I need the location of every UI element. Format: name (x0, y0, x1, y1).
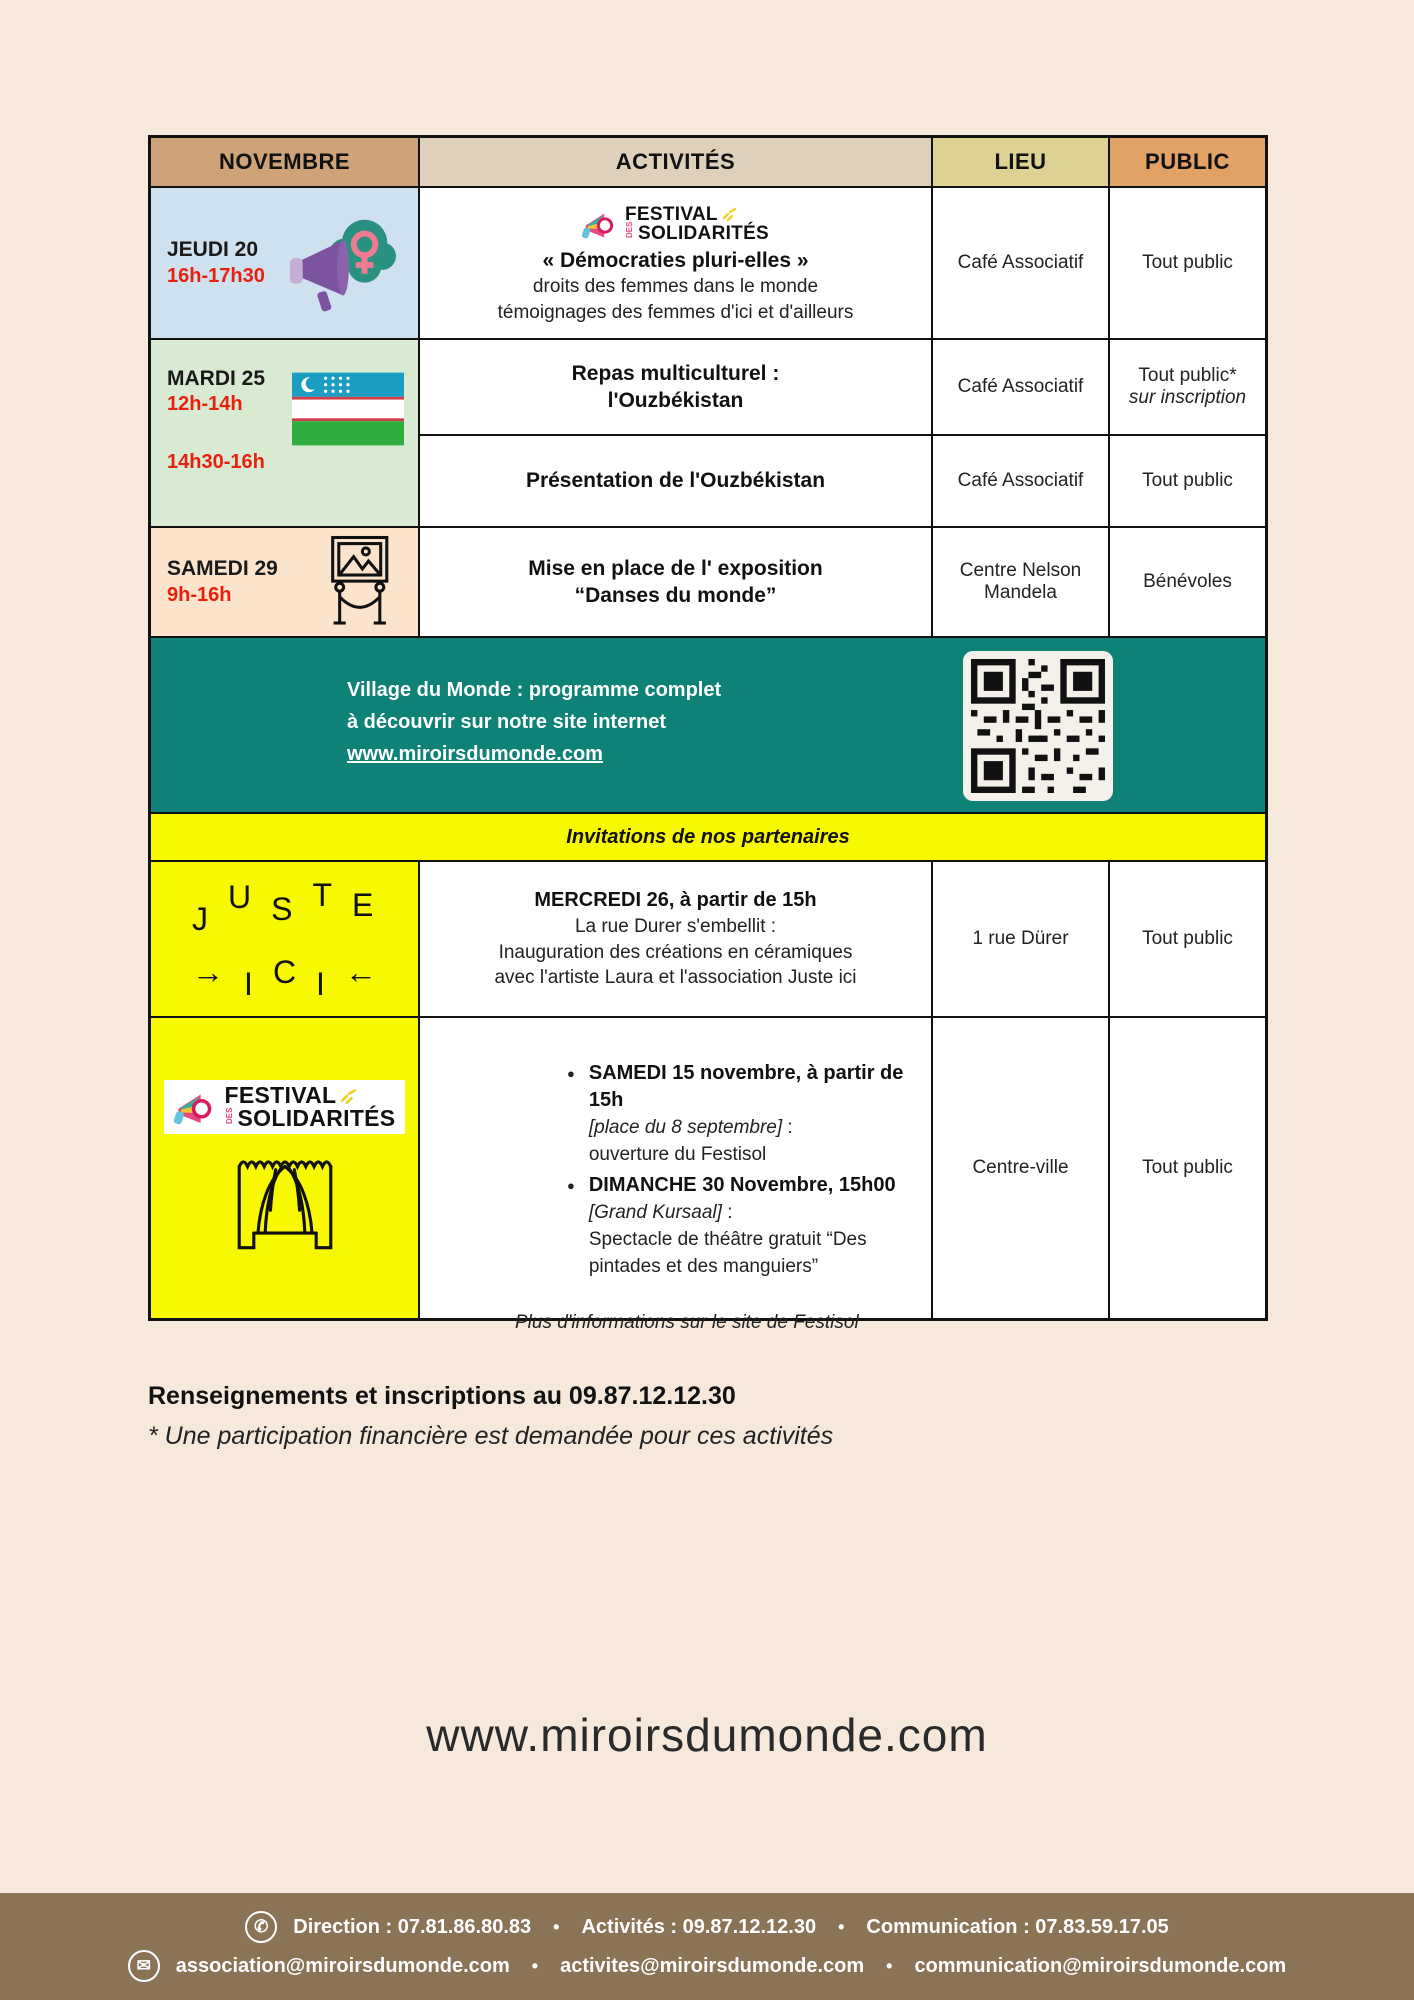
lieu-value: Centre Nelson (959, 560, 1082, 581)
location-bracket: [place du 8 septembre] (588, 1117, 783, 1138)
event-desc: Spectacle de théâtre gratuit “Des (588, 1229, 867, 1250)
event-location (589, 1199, 896, 1226)
festival-logo-text (625, 205, 769, 243)
festival-solidarites-logo (164, 1080, 406, 1134)
juste-ici-logo (192, 877, 377, 1002)
theater-curtain-icon (233, 1152, 337, 1256)
activity-title: Mise en place de l' exposition (528, 556, 823, 580)
exhibition-frame-icon (310, 534, 406, 630)
day-label: MARDI 25 (167, 367, 266, 390)
activity-desc: droits des femmes dans le monde (532, 276, 819, 297)
column-header-novembre (151, 138, 420, 188)
date-cell-samedi-29 (151, 528, 420, 638)
program-table (148, 135, 1268, 1333)
festisol-event-list (567, 1060, 915, 1280)
time-label: 12h-14h (167, 393, 243, 416)
festival-megaphone-icon (174, 1087, 222, 1127)
lieu-cell (933, 188, 1110, 340)
uzbekistan-flag-icon (292, 372, 404, 446)
logo-letter: I (244, 966, 253, 1002)
public-cell (1110, 862, 1265, 1018)
envelope-icon: ✉ (128, 1950, 160, 1982)
festival-megaphone-icon (582, 207, 622, 241)
activity-desc: Inauguration des créations en céramiques (498, 941, 853, 963)
event-text (589, 1060, 915, 1168)
activity-title: Présentation de l'Ouzbékistan (525, 469, 826, 493)
activity-title: MERCREDI 26, à partir de 15h (534, 889, 817, 912)
public-cell (1110, 188, 1265, 340)
event-text (589, 1172, 896, 1280)
lieu-value: 1 rue Dürer (972, 928, 1069, 949)
public-value: Tout public (1142, 1157, 1233, 1178)
email-communication: communication@miroirsdumonde.com (914, 1954, 1287, 1977)
solidarites-word: SOLIDARITÉS (237, 1105, 396, 1131)
registration-info: Renseignements et inscriptions au 09.87.12.12.30 (148, 1382, 736, 1410)
arrow-right-icon: → (192, 954, 225, 990)
banner-text (347, 674, 721, 770)
public-cell (1110, 340, 1265, 436)
website-url: www.miroirsdumonde.com (426, 1709, 988, 1761)
lieu-cell (933, 340, 1110, 436)
lieu-cell (933, 436, 1110, 528)
partners-band-label: Invitations de nos partenaires (566, 825, 850, 848)
qr-code (963, 651, 1113, 801)
event-title: SAMEDI 15 novembre, à partir de 15h (588, 1062, 904, 1111)
date-cell-mardi-25 (151, 340, 420, 528)
time-label: 9h-16h (167, 583, 232, 606)
header-label: NOVEMBRE (218, 149, 351, 174)
header-label: LIEU (994, 149, 1047, 174)
colon: : (721, 1202, 733, 1223)
email-line (0, 1950, 1414, 1982)
date-text (167, 237, 265, 288)
activity-title: Repas multiculturel : (571, 361, 780, 385)
juste-letters-row (192, 877, 377, 937)
day-label: SAMEDI 29 (167, 557, 278, 581)
activity-cell-festisol (420, 1018, 933, 1333)
email-association: association@miroirsdumonde.com (175, 1954, 510, 1977)
list-item (567, 1172, 915, 1280)
lieu-cell (933, 862, 1110, 1018)
public-cell (1110, 528, 1265, 638)
logo-letter: U (228, 879, 252, 915)
header-label: ACTIVITÉS (615, 149, 736, 174)
logo-letter: J (192, 901, 209, 937)
bullet-icon: ● (567, 1066, 575, 1081)
contact-footer (0, 1893, 1414, 2000)
event-desc: ouverture du Festisol (588, 1144, 767, 1165)
megaphone-women-rights-icon (278, 209, 406, 317)
logo-letter: I (316, 966, 325, 1002)
contact-direction: Direction : 07.81.86.80.83 (293, 1915, 532, 1938)
bullet-icon: ● (567, 1178, 575, 1193)
public-value: Tout public (1142, 252, 1233, 273)
list-item (567, 1060, 915, 1168)
contact-communication: Communication : 07.83.59.17.05 (866, 1915, 1169, 1938)
public-value: Tout public* (1138, 365, 1237, 386)
lieu-value: Café Associatif (957, 376, 1084, 397)
des-word: DES (224, 1107, 234, 1124)
festival-logo-text (225, 1084, 396, 1130)
public-value: Tout public (1142, 470, 1233, 491)
activity-desc: avec l'artiste Laura et l'association Juste ici (494, 967, 857, 989)
lieu-cell (933, 1018, 1110, 1318)
ici-letters-row (192, 954, 377, 1002)
des-word: DES (624, 221, 634, 239)
email-activites: activites@miroirsdumonde.com (560, 1954, 865, 1977)
contact-activites: Activités : 09.87.12.12.30 (581, 1915, 817, 1938)
event-location (589, 1114, 915, 1141)
time-label: 16h-17h30 (167, 264, 265, 287)
logo-letter: E (352, 887, 374, 923)
date-text (167, 366, 265, 417)
arrow-left-icon: ← (344, 954, 377, 990)
activity-cell-democraties (420, 188, 933, 340)
juste-ici-logo-cell (151, 862, 420, 1018)
column-header-activites (420, 138, 933, 188)
festival-word: FESTIVAL (624, 203, 718, 225)
phone-line (0, 1911, 1414, 1943)
header-label: PUBLIC (1145, 149, 1230, 174)
public-cell (1110, 436, 1265, 528)
festival-solidarites-logo (572, 201, 779, 247)
activity-cell-repas (420, 340, 933, 436)
festisol-note: Plus d'informations sur le site de Festisol (515, 1312, 859, 1333)
activity-cell-juste-ici (420, 862, 933, 1018)
date-cell-jeudi-20 (151, 188, 420, 340)
website-link[interactable]: www.miroirsdumonde.com (347, 743, 603, 765)
activity-desc: La rue Durer s'embellit : (574, 916, 777, 938)
banner-line: à découvrir sur notre site internet (347, 711, 666, 733)
logo-letter: T (312, 877, 333, 913)
column-header-lieu (933, 138, 1110, 188)
partners-band (151, 814, 1265, 862)
separator-dot: • (531, 1955, 539, 1976)
event-title: DIMANCHE 30 Novembre, 15h00 (588, 1174, 896, 1196)
public-value: Tout public (1142, 928, 1233, 949)
separator-dot: • (886, 1955, 893, 1976)
solidarites-word: SOLIDARITÉS (637, 222, 770, 244)
phone-icon: ✆ (245, 1911, 277, 1943)
colon: : (782, 1117, 793, 1138)
separator-dot: • (838, 1916, 845, 1937)
logo-letter: S (271, 891, 293, 927)
public-note: sur inscription (1128, 387, 1247, 408)
lieu-value: Café Associatif (957, 252, 1084, 273)
banner-line: Village du Monde : programme complet (347, 679, 722, 701)
lieu-cell (933, 528, 1110, 638)
festisol-logo-cell (151, 1018, 420, 1318)
logo-letter: C (272, 954, 297, 990)
public-value: Bénévoles (1143, 571, 1232, 592)
activity-title: “Danses du monde” (574, 584, 777, 607)
separator-dot: • (553, 1916, 560, 1937)
activity-title: « Démocraties pluri-elles » (542, 248, 809, 272)
day-label: JEUDI 20 (167, 238, 259, 262)
sparkle-icon (721, 207, 737, 221)
sparkle-icon (339, 1088, 357, 1104)
activity-title: l'Ouzbékistan (607, 389, 744, 412)
lieu-value: Mandela (984, 582, 1057, 603)
fee-note: * Une participation financière est demandée pour ces activités (148, 1422, 834, 1450)
column-header-public (1110, 138, 1265, 188)
event-desc: pintades et des manguiers” (588, 1256, 819, 1277)
lieu-value: Café Associatif (957, 470, 1084, 491)
lieu-value: Centre-ville (972, 1157, 1069, 1178)
time-label-2: 14h30-16h (167, 451, 265, 473)
festival-word: FESTIVAL (224, 1082, 337, 1108)
activity-cell-exposition (420, 528, 933, 638)
public-cell (1110, 1018, 1265, 1318)
village-du-monde-banner (151, 638, 1265, 814)
activity-cell-presentation (420, 436, 933, 528)
date-text (167, 556, 278, 607)
activity-desc: témoignages des femmes d'ici et d'ailleurs (497, 301, 854, 323)
location-bracket: [Grand Kursaal] (588, 1202, 722, 1223)
